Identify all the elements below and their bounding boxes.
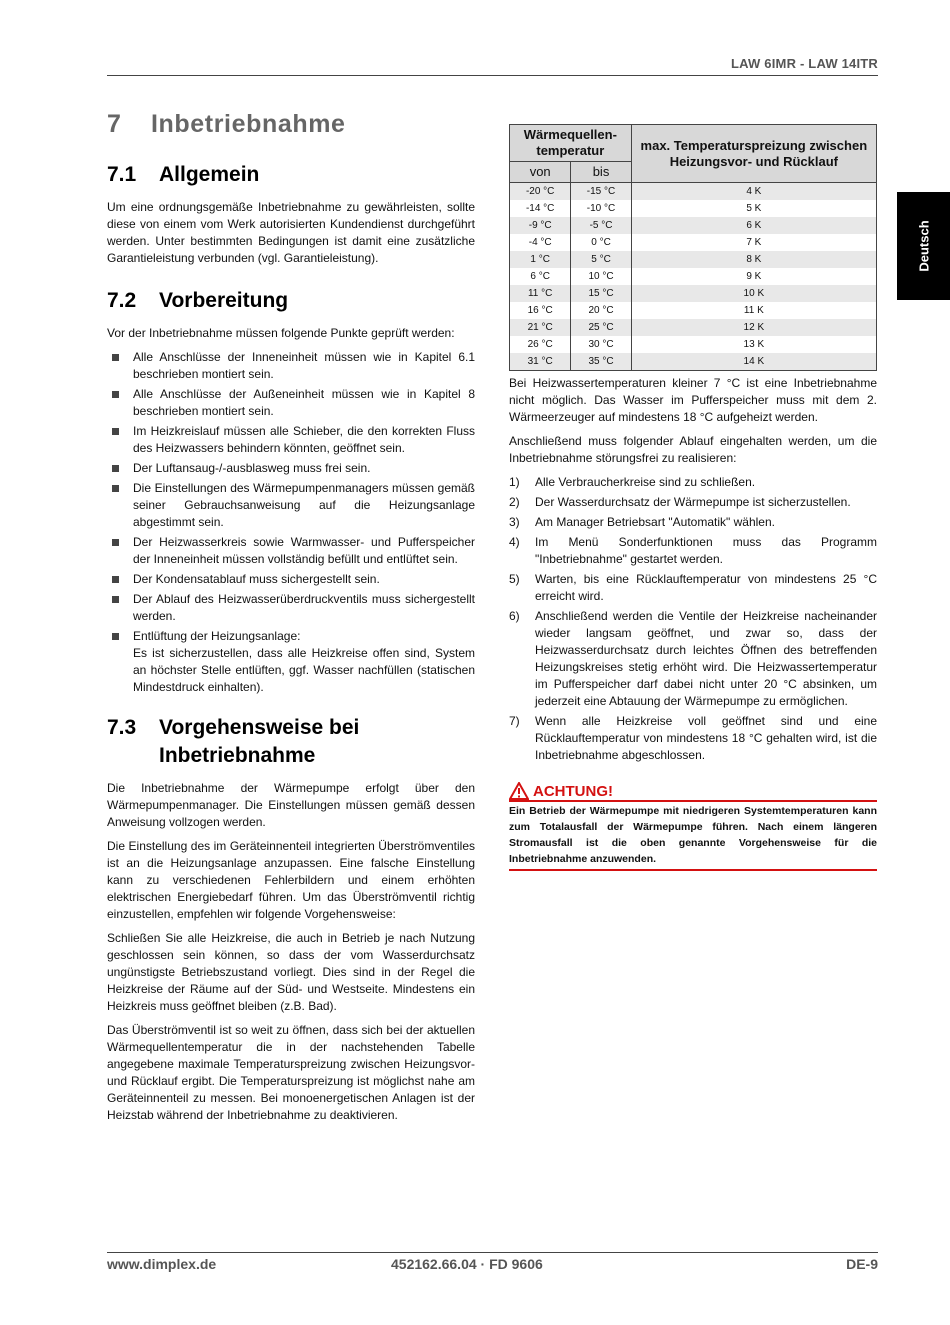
table-row <box>510 251 877 268</box>
step-text: Anschließend werden die Ventile der Heizkreise nacheinander wieder langsam geöffnet, und zwar so, dass der Heizwasserdurchsatz durch leichtes Öffnen des betreffenden Heizungskreises stetig erhöht wird. Die Heizwassertemperatur im Pufferspeicher darf dabei nicht unter 20 °C absinken, um jederzeit eine Abtauung der Wärmepumpe zu ermöglichen. <box>535 609 877 708</box>
cell-to: 0 °C <box>571 234 631 251</box>
checklist-item-text: Es ist sicherzustellen, dass alle Heizkreise offen sind, System an höchster Stelle entlüften, ggf. Wasser nachfüllen (statischen Mindestdruck einhalten). <box>133 646 475 694</box>
section-title-text: Vorbereitung <box>159 289 289 312</box>
table-body <box>510 183 877 371</box>
step-number: 1) <box>509 475 520 489</box>
section-7-3-paragraph: Schließen Sie alle Heizkreise, die auch in Betrieb je nach Nutzung geschlossen sein können, so dass der vom Wasserdurchsatz ungünstigste Betriebszustand vorliegt. Dies sind in der Regel die Heizkreise der Räume auf der Süd- und Westseite. Mindestens ein Heizkreis muss geöffnet bleiben (z.B. Bad). <box>107 931 475 1013</box>
table-row <box>510 336 877 353</box>
checklist-item: Im Heizkreislauf müssen alle Schieber, die den korrekten Fluss des Heizwassers behindern könnten, geöffnet sein. <box>107 423 475 457</box>
checklist-item: Der Heizwasserkreis sowie Warmwasser- und Pufferspeicher der Inneneinheit müssen vollständig befüllt und entlüftet sein. <box>107 534 475 568</box>
checklist-item-venting <box>107 628 475 696</box>
right-column <box>509 124 877 871</box>
step-text: Wenn alle Heizkreise voll geöffnet sind und eine Rücklauftemperatur von mindestens 18 °C gehalten wird, ist die Inbetriebnahme abgeschlossen. <box>535 714 877 762</box>
language-tab <box>897 192 950 300</box>
step-text: Der Wasserdurchsatz der Wärmepumpe ist sicherzustellen. <box>535 495 851 509</box>
cell-from: 1 °C <box>510 251 571 268</box>
cell-spread: 13 K <box>631 336 876 353</box>
table-header-max-spread: max. Temperaturspreizung zwischen Heizungsvor- und Rücklauf <box>631 125 876 183</box>
section-7-3-paragraph: Die Inbetriebnahme der Wärmepumpe erfolgt über den Wärmepumpenmanager. Die Einstellungen müssen gemäß dessen Anweisung vollzogen werden. <box>107 781 475 829</box>
checklist-item: Der Ablauf des Heizwasserüberdruckventils muss sichergestellt werden. <box>107 591 475 625</box>
cell-spread: 11 K <box>631 302 876 319</box>
step-item <box>509 608 877 710</box>
cell-from: 31 °C <box>510 353 571 371</box>
section-title-text: Allgemein <box>159 163 260 186</box>
checklist-item: Die Einstellungen des Wärmepumpenmanagers müssen gemäß seiner Gebrauchsanweisung auf die Heizungsanlage abgestimmt sein. <box>107 480 475 531</box>
chapter-title-text: Inbetriebnahme <box>151 110 346 138</box>
section-number: 7.3 <box>107 716 137 739</box>
cell-to: 20 °C <box>571 302 631 319</box>
cell-from: -9 °C <box>510 217 571 234</box>
cell-from: 16 °C <box>510 302 571 319</box>
table-header-source-temp: Wärmequellen-temperatur <box>510 125 632 162</box>
cell-from: -20 °C <box>510 183 571 201</box>
cell-to: 10 °C <box>571 268 631 285</box>
table-row <box>510 217 877 234</box>
cell-to: 25 °C <box>571 319 631 336</box>
cell-from: -14 °C <box>510 200 571 217</box>
cell-spread: 10 K <box>631 285 876 302</box>
cell-from: 26 °C <box>510 336 571 353</box>
warning-bottom-rule <box>509 869 877 871</box>
step-number: 6) <box>509 609 520 623</box>
header-rule <box>107 75 878 76</box>
step-item <box>509 514 877 531</box>
checklist-item: Der Kondensatablauf muss sichergestellt sein. <box>107 571 475 588</box>
step-text: Warten, bis eine Rücklauftemperatur von mindestens 25 °C erreicht wird. <box>535 572 877 603</box>
cell-spread: 6 K <box>631 217 876 234</box>
section-7-2-intro: Vor der Inbetriebnahme müssen folgende Punkte geprüft werden: <box>107 326 455 340</box>
step-item <box>509 474 877 491</box>
step-item <box>509 713 877 764</box>
chapter-title <box>107 105 475 143</box>
step-text: Am Manager Betriebsart "Automatik" wählen. <box>535 515 775 529</box>
table-row <box>510 285 877 302</box>
section-number: 7.1 <box>107 163 137 186</box>
section-7-2-title <box>107 287 475 315</box>
temperature-spread-table <box>509 124 877 371</box>
footer-rule <box>107 1252 878 1253</box>
section-7-1-paragraph: Um eine ordnungsgemäße Inbetriebnahme zu gewährleisten, sollte diese von einem vom Werk autorisierten Kundendienst durchgeführt werden. Unter bestimmten Bedingungen ist damit eine zusätzliche Garantieleistung verbunden (vgl. Garantieleistung). <box>107 200 475 265</box>
footer-page-number: DE-9 <box>846 1256 878 1272</box>
step-number: 4) <box>509 535 520 549</box>
right-paragraph-1: Bei Heizwassertemperaturen kleiner 7 °C ist eine Inbetriebnahme nicht möglich. Das Wasser im Pufferspeicher muss mit dem 2. Wärmeerzeuger auf mindestens 18 °C aufgeheizt werden. <box>509 376 877 424</box>
step-text: Im Menü Sonderfunktionen muss das Programm "Inbetriebnahme" gestartet werden. <box>535 535 877 566</box>
cell-from: 21 °C <box>510 319 571 336</box>
cell-to: -5 °C <box>571 217 631 234</box>
step-number: 5) <box>509 572 520 586</box>
table-row <box>510 200 877 217</box>
left-column <box>107 105 475 1131</box>
step-item <box>509 534 877 568</box>
step-item <box>509 571 877 605</box>
right-paragraph-2: Anschließend muss folgender Ablauf eingehalten werden, um die Inbetriebnahme störungsfrei zu realisieren: <box>509 434 877 465</box>
table-header-to: bis <box>571 162 631 183</box>
step-number: 3) <box>509 515 520 529</box>
footer-website: www.dimplex.de <box>107 1256 217 1272</box>
cell-from: 11 °C <box>510 285 571 302</box>
commissioning-steps <box>509 474 877 764</box>
warning-title: ACHTUNG! <box>533 782 613 800</box>
section-title-text: Vorgehensweise bei Inbetriebnahme <box>159 716 360 767</box>
language-tab-label: Deutsch <box>916 220 931 272</box>
section-7-3-title <box>107 714 475 770</box>
footer-document-id: 452162.66.04 · FD 9606 <box>391 1256 543 1272</box>
section-7-3-paragraph: Das Überströmventil ist so weit zu öffnen, dass sich bei der aktuellen Wärmequellentemperatur die in der nachstehenden Tabelle angegebene maximale Temperaturspreizung zwischen Heizungsvor- und Rücklauf ergibt. Die Temperaturspreizung ist möglichst nahe am Geräteinnenteil zu messen. Bei monoenergetischen Anlagen ist der Heizstab während der Inbetriebnahme zu deaktivieren. <box>107 1023 475 1122</box>
checklist-item: Alle Anschlüsse der Außeneinheit müssen wie in Kapitel 8 beschrieben montiert sein. <box>107 386 475 420</box>
cell-to: 15 °C <box>571 285 631 302</box>
cell-to: 30 °C <box>571 336 631 353</box>
cell-from: 6 °C <box>510 268 571 285</box>
preparation-checklist <box>107 349 475 696</box>
section-7-3-paragraph: Die Einstellung des im Geräteinnenteil integrierten Überströmventiles ist an die Heizungsanlage anzupassen. Eine falsche Einstellung kann zu verschiedenen Fehlerbildern und einem erhöhten elektrischen Energiebedarf führen. Um das Überströmventil richtig einzustellen, empfehlen wir folgende Vorgehensweise: <box>107 839 475 921</box>
cell-from: -4 °C <box>510 234 571 251</box>
cell-spread: 14 K <box>631 353 876 371</box>
section-7-1-title <box>107 161 475 189</box>
cell-spread: 5 K <box>631 200 876 217</box>
warning-text: Ein Betrieb der Wärmepumpe mit niedrigeren Systemtemperaturen kann zum Totalausfall der Wärmepumpe führen. Nach einem längeren Stromausfall ist die oben genannte Vorgehensweise für die Inbetriebnahme anzuwenden. <box>509 805 877 865</box>
step-text: Alle Verbraucherkreise sind zu schließen. <box>535 475 756 489</box>
cell-to: 5 °C <box>571 251 631 268</box>
cell-to: 35 °C <box>571 353 631 371</box>
chapter-number: 7 <box>107 110 122 138</box>
cell-spread: 12 K <box>631 319 876 336</box>
step-number: 7) <box>509 714 520 728</box>
cell-spread: 9 K <box>631 268 876 285</box>
checklist-item: Der Luftansaug-/-ausblasweg muss frei sein. <box>107 460 475 477</box>
step-item <box>509 494 877 511</box>
header-title: LAW 6IMR - LAW 14ITR <box>731 56 878 71</box>
warning-header <box>509 782 877 800</box>
cell-spread: 4 K <box>631 183 876 201</box>
table-header-from: von <box>510 162 571 183</box>
cell-spread: 8 K <box>631 251 876 268</box>
checklist-item: Alle Anschlüsse der Inneneinheit müssen wie in Kapitel 6.1 beschrieben montiert sein. <box>107 349 475 383</box>
step-number: 2) <box>509 495 520 509</box>
table-row <box>510 183 877 201</box>
table-row <box>510 234 877 251</box>
cell-to: -15 °C <box>571 183 631 201</box>
section-number: 7.2 <box>107 289 137 312</box>
table-row <box>510 319 877 336</box>
cell-to: -10 °C <box>571 200 631 217</box>
table-row <box>510 302 877 319</box>
warning-triangle-icon <box>509 782 529 800</box>
table-row <box>510 268 877 285</box>
cell-spread: 7 K <box>631 234 876 251</box>
checklist-item-title: Entlüftung der Heizungsanlage: <box>133 629 301 643</box>
table-row <box>510 353 877 371</box>
